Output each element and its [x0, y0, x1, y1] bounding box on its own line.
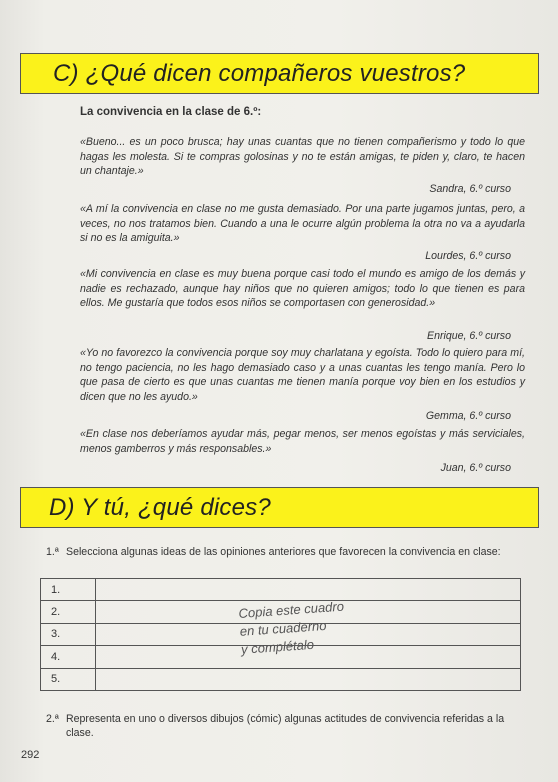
section-c-subheading: La convivencia en la clase de 6.º:: [80, 106, 262, 118]
instruction-1: [46, 545, 526, 559]
quote-sandra: «Bueno... es un poco brusca; hay unas cuantas que no tienen compañerismo y todo lo que hagas les molesta. Si te compras golosinas y no te están amigas, te piden y, claro, te hacen un chantaje.»: [80, 136, 525, 178]
instruction-2-text: Representa en uno o diversos dibujos (cómic) algunas actitudes de convivencia referidas a la clase.: [66, 713, 505, 739]
instruction-2: [46, 712, 526, 740]
instruction-1-text: Selecciona algunas ideas de las opiniones anteriores que favorecen la convivencia en clase:: [66, 546, 501, 558]
quote-lourdes: «A mí la convivencia en clase no me gusta demasiado. Por una parte jugamos juntas, pero, a veces, no nos tratamos bien. Cuando a una le ocurre algún problema la otra no va a ayudarla si no es la amiguita.»: [80, 203, 525, 245]
section-c-banner: [20, 53, 539, 94]
section-d-title: D) Y tú, ¿qué dices?: [49, 494, 271, 521]
instruction-2-number: 2.ª: [46, 713, 59, 725]
author-juan: Juan, 6.º curso: [440, 462, 511, 474]
author-gemma: Gemma, 6.º curso: [425, 410, 511, 422]
author-lourdes: Lourdes, 6.º curso: [425, 250, 511, 262]
section-d-banner: [20, 487, 539, 528]
row-number: 1.: [41, 579, 96, 601]
section-c-title: C) ¿Qué dicen compañeros vuestros?: [53, 60, 466, 87]
author-sandra: Sandra, 6.º curso: [429, 183, 511, 195]
quote-gemma: «Yo no favorezco la convivencia porque soy muy charlatana y egoísta. Todo lo quiero para mí, no tengo paciencia, no les hago demasiado caso y a unas cuantas les tengo manía. Pero lo que pasa de cierto es que unas cuantas me tienen manía porque voy bien en los estudios y dicen que no les ayudo.»: [80, 347, 525, 403]
answer-cell: [96, 668, 521, 690]
copy-note-line: en tu cuaderno: [239, 617, 327, 639]
table-row: [41, 668, 521, 690]
copy-table-note: [238, 598, 347, 659]
author-enrique: Enrique, 6.º curso: [427, 330, 511, 342]
table-row: [41, 579, 521, 601]
quote-juan: «En clase nos deberíamos ayudar más, pegar menos, ser menos egoístas y más serviciales, menos gamberros y más responsables.»: [80, 428, 525, 455]
quote-enrique: «Mi convivencia en clase es muy buena porque casi todo el mundo es amigo de los demás y nadie es rechazado, aunque hay niños que no quieren amigos; todo lo que tienen es para ellos. Me gustaría que todos esos niños se comportasen con generosidad.»: [80, 268, 525, 310]
row-number: 5.: [41, 668, 96, 690]
answer-cell: [96, 579, 521, 601]
row-number: 3.: [41, 623, 96, 645]
row-number: 2.: [41, 601, 96, 623]
copy-note-line: Copia este cuadro: [238, 598, 345, 621]
page-number: 292: [21, 749, 40, 761]
row-number: 4.: [41, 646, 96, 668]
instruction-1-number: 1.ª: [46, 546, 59, 558]
copy-note-line: y complétalo: [240, 636, 315, 657]
